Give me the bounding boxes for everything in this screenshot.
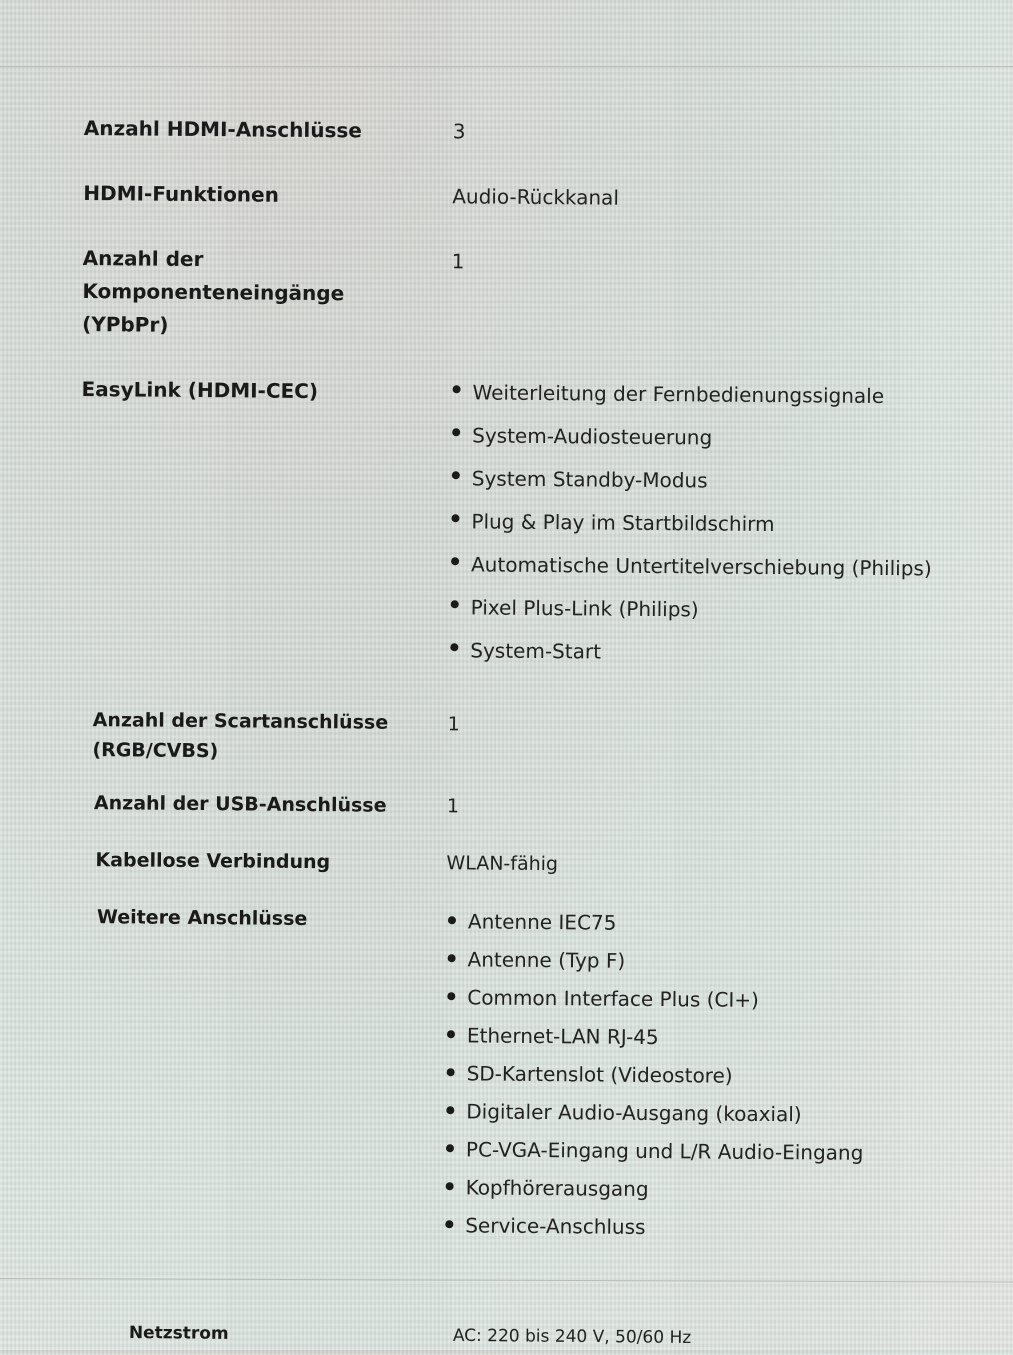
list-item: System-Audiosteuerung <box>450 414 981 462</box>
spec-row-more-connections <box>74 901 977 1249</box>
spec-value: 1 <box>451 249 465 274</box>
connections-list <box>443 902 977 1249</box>
spec-value-list <box>448 376 982 677</box>
spec-value: 1 <box>447 713 460 736</box>
list-item: Service-Anschluss <box>443 1206 974 1249</box>
list-item: Pixel Plus-Link (Philips) <box>449 586 980 634</box>
spec-row-component-inputs <box>82 242 983 349</box>
list-item: Kopfhörerausgang <box>443 1168 974 1211</box>
spec-row-wireless <box>77 844 977 885</box>
spec-value: 3 <box>452 119 466 144</box>
list-item: Automatische Untertitelverschiebung (Philips) <box>449 543 980 591</box>
spec-label: EasyLink (HDMI-CEC) <box>81 376 319 404</box>
spec-label: Netzstrom <box>128 1322 229 1344</box>
spec-row-usb-count <box>78 787 978 828</box>
list-item: Common Interface Plus (CI+) <box>445 978 976 1021</box>
list-item: System-Start <box>448 629 979 677</box>
spec-value: 1 <box>446 795 460 818</box>
spec-value: Audio-Rückkanal <box>452 184 620 210</box>
spec-label: HDMI-Funktionen <box>83 180 280 207</box>
spec-row-scart-count <box>78 705 978 773</box>
list-item: SD-Kartenslot (Videostore) <box>444 1054 975 1097</box>
spec-label: Anzahl der USB-Anschlüsse <box>93 792 387 817</box>
spec-value: WLAN-fähig <box>446 852 559 876</box>
list-item: Antenne (Typ F) <box>445 940 976 983</box>
spec-row-power <box>129 1318 929 1355</box>
list-item: Digitaler Audio-Ausgang (koaxial) <box>444 1092 975 1135</box>
spec-value-list <box>443 904 977 1249</box>
spec-row-easylink <box>79 373 982 677</box>
spec-label: Anzahl der Scartanschlüsse (RGB/CVBS) <box>92 709 389 763</box>
spec-label: Kabellose Verbindung <box>95 849 331 874</box>
list-item: Weiterleitung der Fernbedienungssignale <box>450 371 981 419</box>
list-item: Antenne IEC75 <box>446 902 977 945</box>
spec-label: Weitere Anschlüsse <box>96 906 308 930</box>
bottom-divider <box>0 1278 1013 1283</box>
spec-row-hdmi-functions <box>83 177 983 218</box>
spec-value: AC: 220 bis 240 V, 50/60 Hz <box>452 1325 692 1348</box>
list-item: Ethernet-LAN RJ-45 <box>445 1016 976 1059</box>
list-item: System Standby-Modus <box>450 457 981 505</box>
list-item: PC-VGA-Eingang und L/R Audio-Eingang <box>444 1130 975 1173</box>
top-divider <box>0 66 1013 67</box>
easylink-list <box>448 371 982 677</box>
list-item: Plug & Play im Startbildschirm <box>449 500 980 548</box>
spec-label: Anzahl der Komponenteneingänge (YPbPr) <box>82 245 345 337</box>
spec-table <box>74 112 984 1249</box>
spec-row-hdmi-count <box>84 112 984 153</box>
spec-label: Anzahl HDMI-Anschlüsse <box>83 115 363 143</box>
